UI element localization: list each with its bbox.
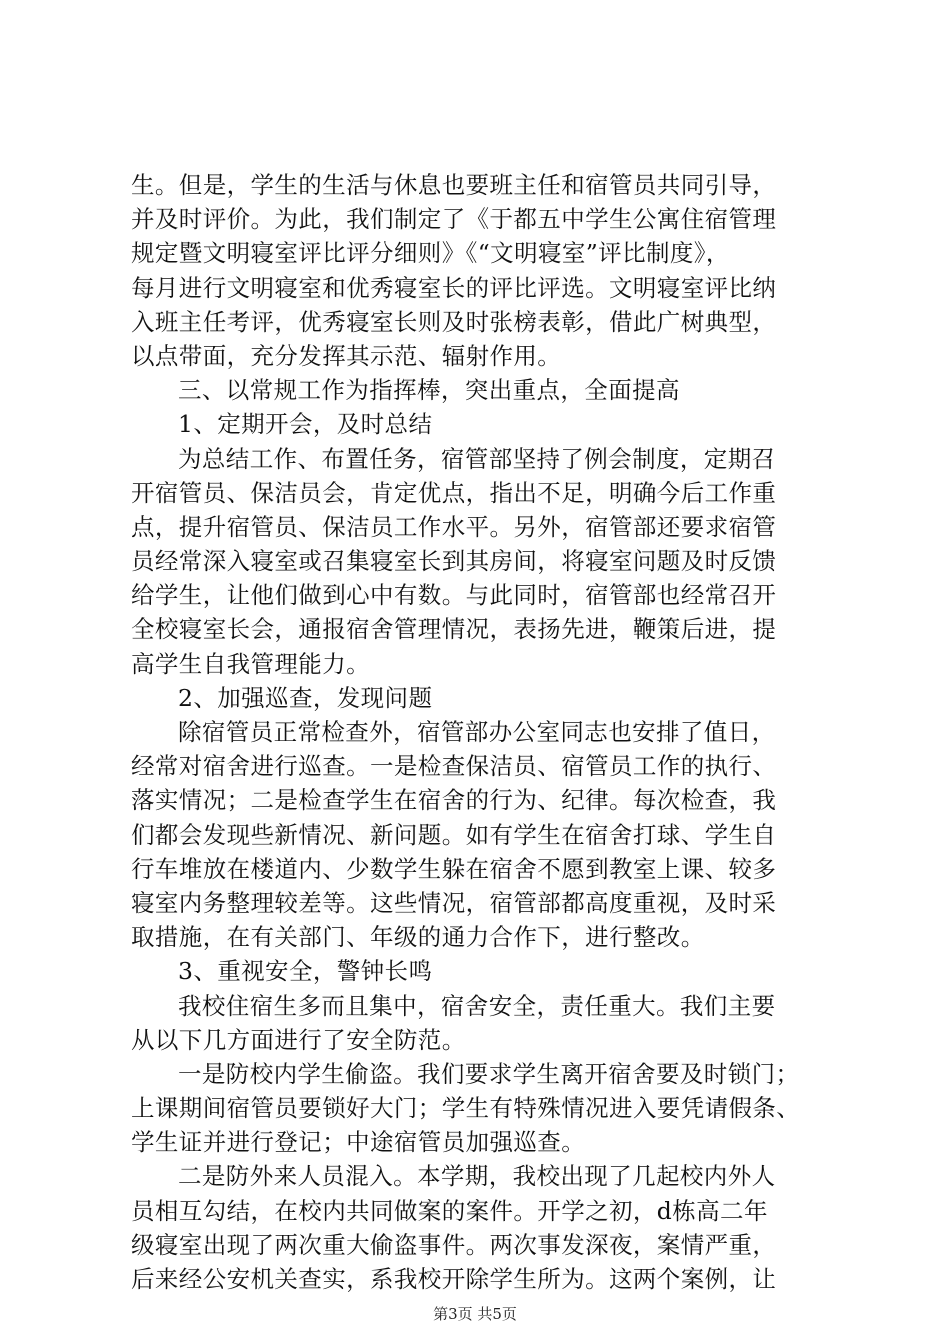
- text-line: 每月进行文明寝室和优秀寝室长的评比评选。文明寝室评比纳: [131, 273, 777, 302]
- text-line: 1、定期开会，及时总结: [178, 410, 433, 439]
- text-line: 入班主任考评，优秀寝室长则及时张榜表彰，借此广树典型，: [131, 307, 777, 336]
- text-line: 从以下几方面进行了安全防范。: [131, 1025, 466, 1054]
- text-line: 学生证并进行登记；中途宿管员加强巡查。: [131, 1128, 586, 1157]
- text-line: 后来经公安机关查实，系我校开除学生所为。这两个案例，让: [131, 1265, 777, 1293]
- text-line: 一是防校内学生偷盗。我们要求学生离开宿舍要及时锁门；: [178, 1059, 800, 1088]
- text-line: 行车堆放在楼道内、少数学生躲在宿舍不愿到教室上课、较多: [131, 854, 777, 883]
- text-line: 为总结工作、布置任务，宿管部坚持了例会制度，定期召: [178, 444, 776, 473]
- text-line: 给学生，让他们做到心中有数。与此同时，宿管部也经常召开: [131, 581, 777, 610]
- text-line: 落实情况；二是检查学生在宿舍的行为、纪律。每次检查，我: [131, 786, 777, 815]
- text-line: 员相互勾结，在校内共同做案的案件。开学之初，d栋高二年: [131, 1196, 768, 1225]
- text-line: 规定暨文明寝室评比评分细则》《“文明寝室”评比制度》，: [131, 239, 730, 268]
- text-line: 并及时评价。为此，我们制定了《于都五中学生公寓住宿管理: [131, 205, 777, 234]
- text-line: 3、重视安全，警钟长鸣: [178, 957, 433, 986]
- text-line: 经常对宿舍进行巡查。一是检查保洁员、宿管员工作的执行、: [131, 752, 777, 781]
- text-line: 点，提升宿管员、保洁员工作水平。另外，宿管部还要求宿管: [131, 512, 777, 541]
- text-line: 高学生自我管理能力。: [131, 649, 370, 678]
- text-line: 以点带面，充分发挥其示范、辐射作用。: [131, 341, 562, 370]
- text-line: 们都会发现些新情况、新问题。如有学生在宿舍打球、学生自: [131, 820, 777, 849]
- text-line: 上课期间宿管员要锁好大门；学生有特殊情况进入要凭请假条、: [131, 1094, 801, 1123]
- text-line: 取措施，在有关部门、年级的通力合作下，进行整改。: [131, 923, 705, 952]
- text-line: 二是防外来人员混入。本学期，我校出现了几起校内外人: [178, 1162, 776, 1191]
- page-footer: 第3页 共5页: [433, 1305, 517, 1323]
- text-line: 全校寝室长会，通报宿舍管理情况，表扬先进，鞭策后进，提: [131, 615, 777, 644]
- text-line: 级寝室出现了两次重大偷盗事件。两次事发深夜，案情严重，: [131, 1230, 777, 1259]
- text-line: 除宿管员正常检查外，宿管部办公室同志也安排了值日，: [178, 718, 776, 746]
- text-line: 寝室内务整理较差等。这些情况，宿管部都高度重视，及时采: [131, 888, 777, 917]
- text-line: 开宿管员、保洁员会，肯定优点，指出不足，明确今后工作重: [131, 478, 777, 507]
- text-line: 员经常深入寝室或召集寝室长到其房间，将寝室问题及时反馈: [131, 547, 777, 576]
- text-line: 2、加强巡查，发现问题: [178, 683, 433, 712]
- text-line: 我校住宿生多而且集中，宿舍安全，责任重大。我们主要: [178, 991, 776, 1020]
- text-line: 三、以常规工作为指挥棒，突出重点，全面提高: [178, 376, 680, 405]
- text-line: 生。但是，学生的生活与休息也要班主任和宿管员共同引导，: [131, 171, 777, 199]
- body-text: [131, 168, 831, 1296]
